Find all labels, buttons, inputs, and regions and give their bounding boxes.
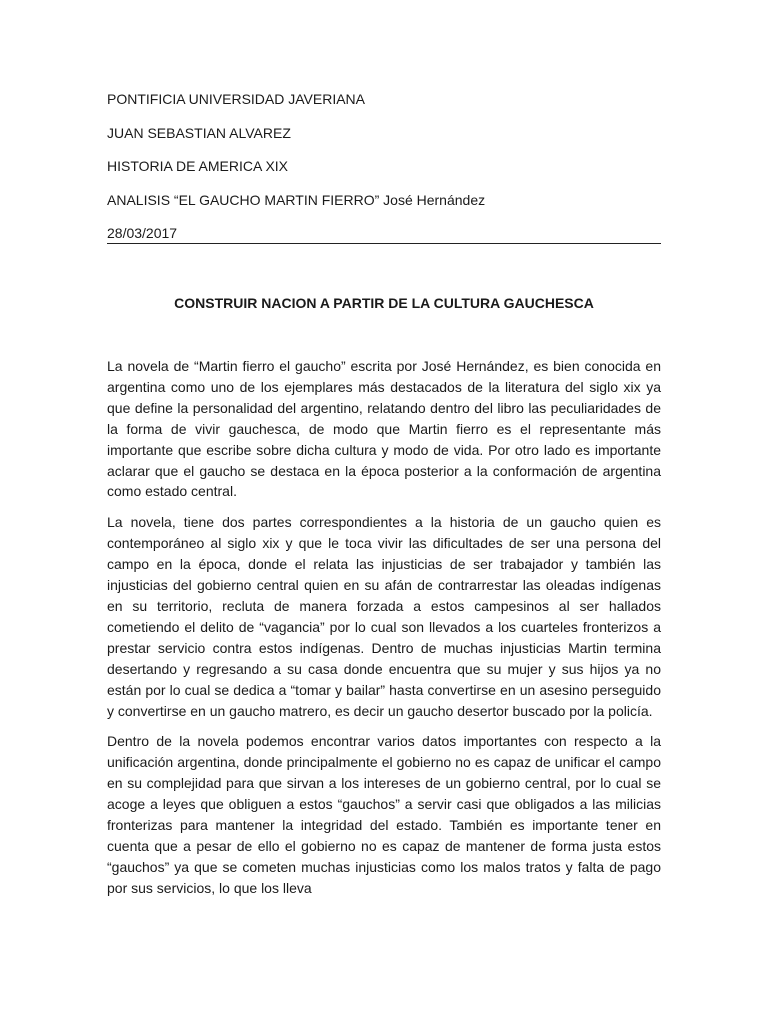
header-date: 28/03/2017: [107, 225, 178, 241]
document-title: CONSTRUIR NACION A PARTIR DE LA CULTURA GAUCHESCA: [174, 295, 594, 311]
header-divider: [107, 243, 661, 244]
paragraph-2: La novela, tiene dos partes correspondientes a la historia de un gaucho quien es contemporáneo al siglo xix y que le toca vivir las dificultades de ser una persona del campo en la época, donde el relata las injusticias de ser trabajador y también las injusticias del gobierno central quien en su afán de contrarrestar las oleadas indígenas en su territorio, recluta de manera forzada a estos campesinos al ser hallados cometiendo el delito de “vagancia” por lo cual son llevados a los cuarteles fronterizos a prestar servicio contra estos indígenas. Dentro de muchas injusticias Martin termina desertando y regresando a su casa donde encuentra que su mujer y sus hijos ya no están por lo cual se dedica a “tomar y bailar” hasta convertirse en un asesino perseguido y convertirse en un gaucho matrero, es decir un gaucho desertor buscado por la policía.: [107, 514, 661, 719]
document-header: [107, 90, 661, 244]
paragraph-3: Dentro de la novela podemos encontrar varios datos importantes con respecto a la unificación argentina, donde principalmente el gobierno no es capaz de unificar el campo en su complejidad para que sirvan a los intereses de un gobierno central, por lo cual se acoge a leyes que obliguen a estos “gauchos” a servir casi que obligados a las milicias fronterizas para mantener la integridad del estado. También es importante tener en cuenta que a pesar de ello el gobierno no es capaz de mantener de forma justa estos “gauchos” ya que se cometen muchas injusticias como los malos tratos y falta de pago por sus servicios, lo que los lleva: [107, 733, 661, 896]
header-university: PONTIFICIA UNIVERSIDAD JAVERIANA: [107, 91, 366, 107]
header-course: HISTORIA DE AMERICA XIX: [107, 158, 289, 174]
paragraph-1: La novela de “Martin fierro el gaucho” escrita por José Hernández, es bien conocida en argentina como uno de los ejemplares más destacados de la literatura del siglo xix ya que define la personalidad del argentino, relatando dentro del libro las peculiaridades de la forma de vivir gauchesca, de modo que Martin fierro es el representante más importante que escribe sobre dicha cultura y modo de vida. Por otro lado es importante aclarar que el gaucho se destaca en la época posterior a la conformación de argentina como estado central.: [107, 358, 661, 500]
header-assignment: ANALISIS “EL GAUCHO MARTIN FIERRO” José Hernández: [107, 191, 486, 208]
header-author: JUAN SEBASTIAN ALVAREZ: [107, 124, 291, 141]
document-page: [107, 90, 661, 899]
